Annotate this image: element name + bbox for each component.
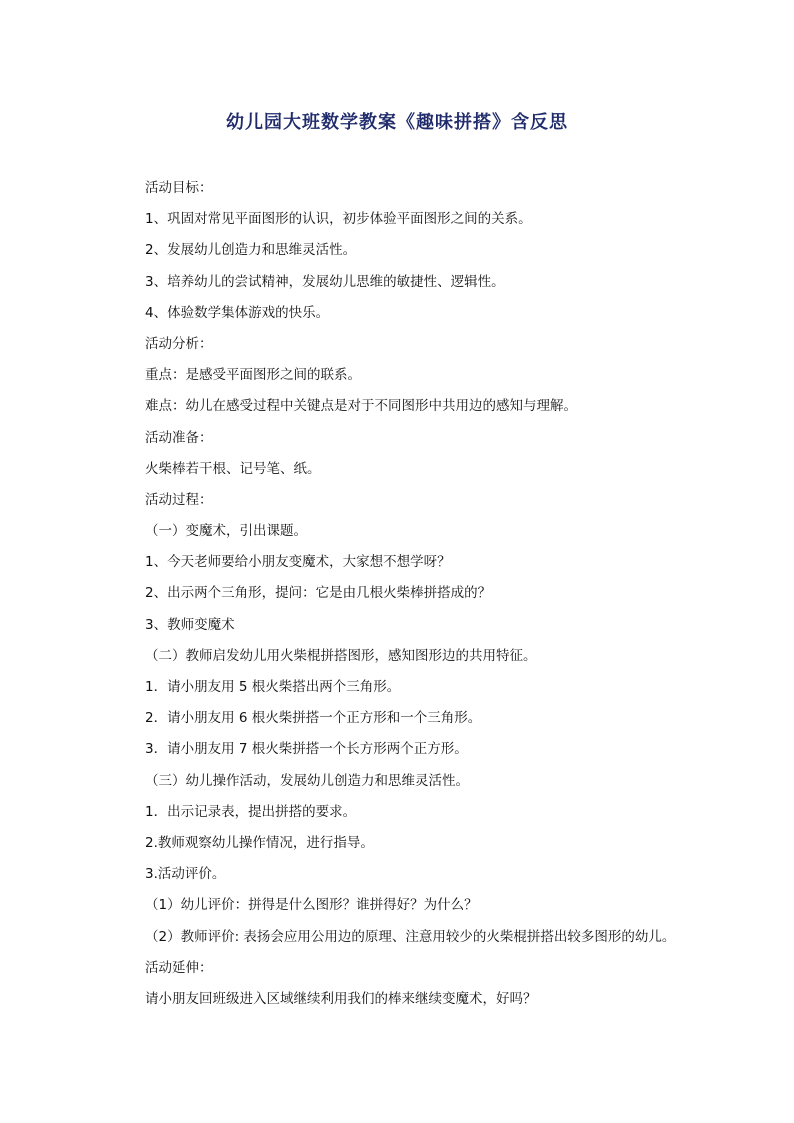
section-heading-process: 活动过程： xyxy=(145,491,213,508)
process-item: 3.活动评价。 xyxy=(145,866,226,883)
process-item: 2.教师观察幼儿操作情况，进行指导。 xyxy=(145,834,374,851)
section-heading-preparation: 活动准备： xyxy=(145,429,213,446)
analysis-key-point: 重点：是感受平面图形之间的联系。 xyxy=(145,367,361,384)
preparation-materials: 火柴棒若干根、记号笔、纸。 xyxy=(145,460,321,477)
process-item: 1、今天老师要给小朋友变魔术，大家想不想学呀？ xyxy=(145,554,451,571)
analysis-difficulty: 难点：幼儿在感受过程中关键点是对于不同图形中共用边的感知与理解。 xyxy=(145,398,577,415)
process-item: 2、出示两个三角形，提问：它是由几根火柴棒拼搭成的？ xyxy=(145,585,492,602)
process-item: 1．请小朋友用 5 根火柴搭出两个三角形。 xyxy=(145,679,401,695)
goal-item: 1、巩固对常见平面图形的认识，初步体验平面图形之间的关系。 xyxy=(145,211,532,228)
goal-item: 3、培养幼儿的尝试精神，发展幼儿思维的敏捷性、逻辑性。 xyxy=(145,273,505,290)
document-body xyxy=(145,178,705,1020)
process-item: 3．请小朋友用 7 根火柴拼搭一个长方形两个正方形。 xyxy=(145,741,468,758)
section-heading-extension: 活动延伸： xyxy=(145,959,213,976)
process-step-heading: （三）幼儿操作活动，发展幼儿创造力和思维灵活性。 xyxy=(145,772,469,789)
section-heading-goals: 活动目标： xyxy=(145,180,213,196)
document-title: 幼儿园大班数学教案《趣味拼搭》含反思 xyxy=(226,112,568,133)
process-item: 3、教师变魔术 xyxy=(145,616,235,633)
process-item: 1．出示记录表，提出拼搭的要求。 xyxy=(145,803,357,820)
process-item: 2．请小朋友用 6 根火柴拼搭一个正方形和一个三角形。 xyxy=(145,710,482,727)
section-heading-analysis: 活动分析： xyxy=(145,335,213,352)
evaluation-item: （2）教师评价: 表扬会应用公用边的原理、注意用较少的火柴棍拼搭出较多图形的幼儿。 xyxy=(145,928,676,945)
evaluation-item: （1）幼儿评价：拼得是什么图形？谁拼得好？为什么？ xyxy=(145,897,478,914)
extension-text: 请小朋友回班级进入区域继续利用我们的棒来继续变魔术，好吗？ xyxy=(145,990,537,1007)
process-step-heading: （一）变魔术，引出课题。 xyxy=(145,523,307,540)
process-step-heading: （二）教师启发幼儿用火柴棍拼搭图形，感知图形边的共用特征。 xyxy=(145,647,537,664)
goal-item: 2、发展幼儿创造力和思维灵活性。 xyxy=(145,242,357,259)
goal-item: 4、体验数学集体游戏的快乐。 xyxy=(145,304,330,321)
